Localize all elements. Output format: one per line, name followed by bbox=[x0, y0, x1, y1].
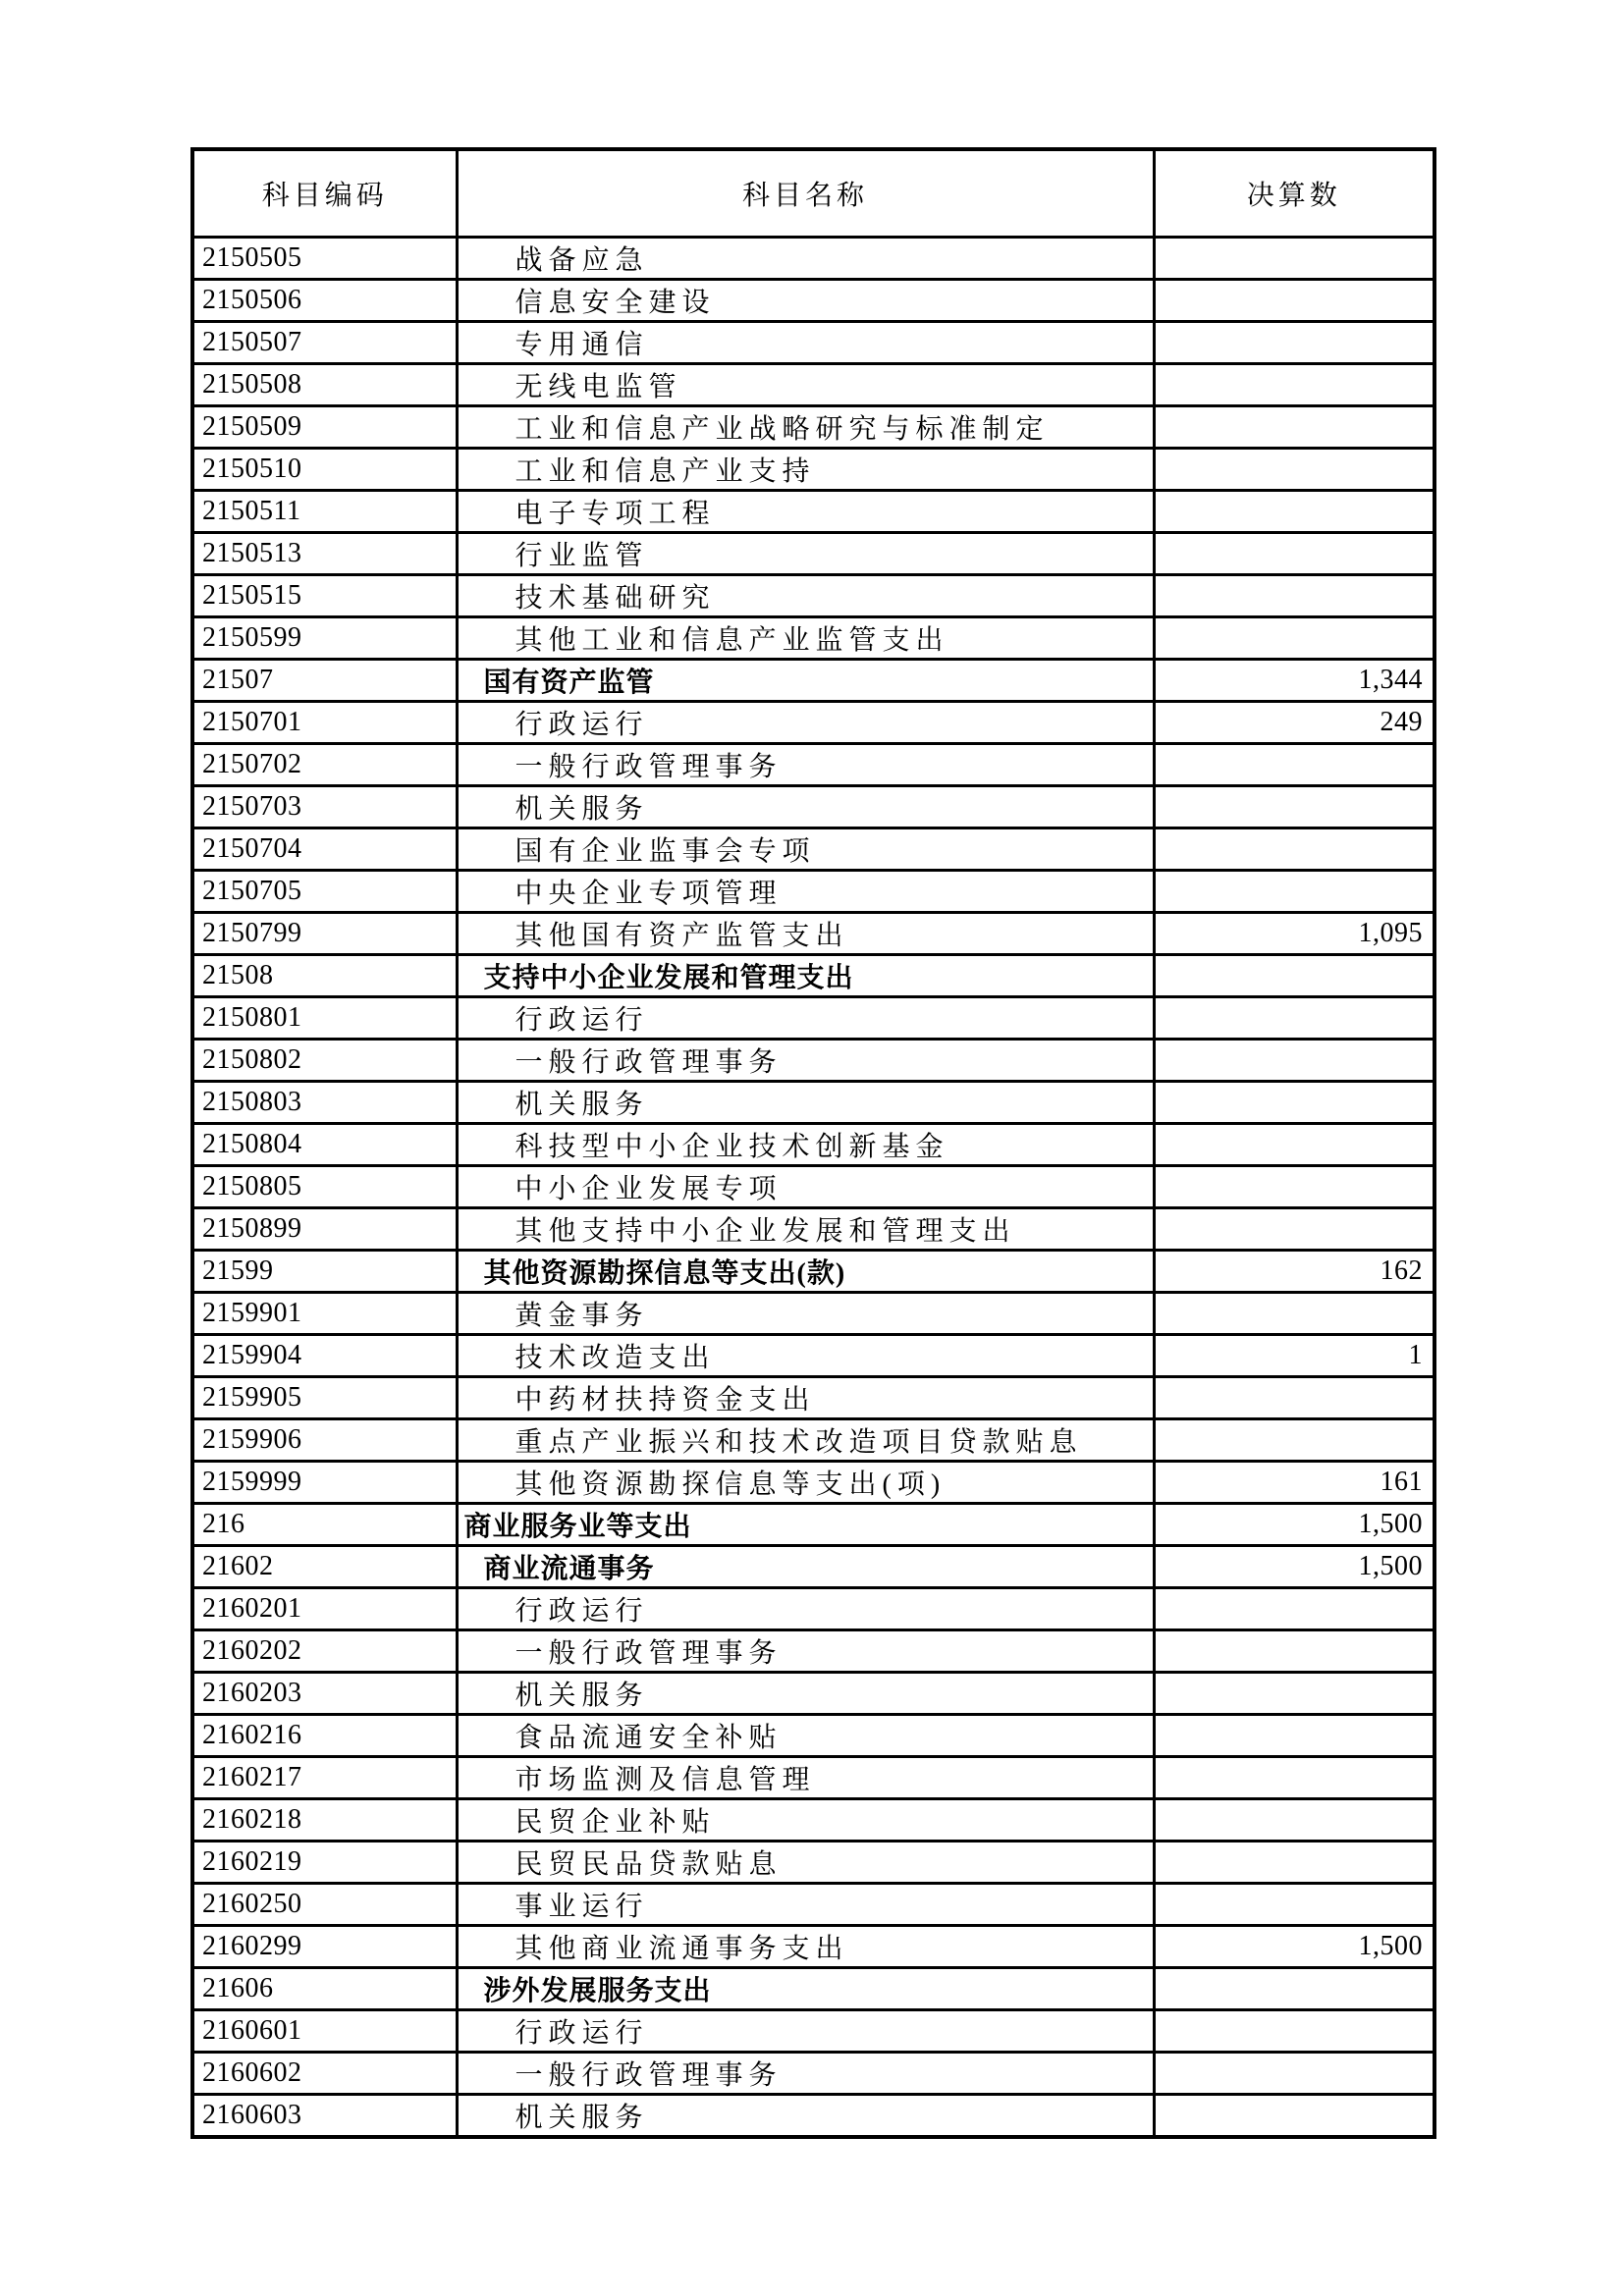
table-row bbox=[192, 701, 1435, 743]
subject-name-cell: 其他商业流通事务支出 bbox=[457, 1925, 1154, 1967]
subject-code-cell: 2160201 bbox=[192, 1587, 457, 1629]
final-amount-cell bbox=[1154, 2094, 1435, 2137]
table-row bbox=[192, 785, 1435, 828]
table-row bbox=[192, 1967, 1435, 2009]
subject-code-cell: 2159901 bbox=[192, 1292, 457, 1334]
subject-name-cell: 工业和信息产业支持 bbox=[457, 448, 1154, 490]
subject-code-cell: 2150506 bbox=[192, 279, 457, 321]
subject-name-cell: 其他工业和信息产业监管支出 bbox=[457, 616, 1154, 659]
table-row bbox=[192, 616, 1435, 659]
final-amount-cell bbox=[1154, 405, 1435, 448]
final-amount-cell bbox=[1154, 828, 1435, 870]
subject-code-cell: 2150803 bbox=[192, 1081, 457, 1123]
table-row bbox=[192, 1250, 1435, 1292]
final-amount-cell bbox=[1154, 616, 1435, 659]
subject-code-cell: 2150799 bbox=[192, 912, 457, 954]
budget-table bbox=[190, 147, 1436, 2139]
final-amount-cell bbox=[1154, 2052, 1435, 2094]
subject-code-cell: 2150702 bbox=[192, 743, 457, 785]
table-row bbox=[192, 2009, 1435, 2052]
table-row bbox=[192, 237, 1435, 279]
subject-name-cell: 无线电监管 bbox=[457, 363, 1154, 405]
final-amount-cell bbox=[1154, 1883, 1435, 1925]
subject-name-cell: 技术基础研究 bbox=[457, 574, 1154, 616]
subject-name-cell: 事业运行 bbox=[457, 1883, 1154, 1925]
final-amount-cell bbox=[1154, 1418, 1435, 1461]
table-row bbox=[192, 954, 1435, 996]
final-amount-cell bbox=[1154, 1841, 1435, 1883]
final-amount-cell bbox=[1154, 237, 1435, 279]
table-row bbox=[192, 1841, 1435, 1883]
column-header-subject-code: 科目编码 bbox=[192, 149, 457, 237]
table-row bbox=[192, 1503, 1435, 1545]
table-row bbox=[192, 1714, 1435, 1756]
table-row bbox=[192, 1672, 1435, 1714]
subject-name-cell: 其他支持中小企业发展和管理支出 bbox=[457, 1207, 1154, 1250]
table-row bbox=[192, 363, 1435, 405]
subject-code-cell: 2160203 bbox=[192, 1672, 457, 1714]
subject-code-cell: 2150701 bbox=[192, 701, 457, 743]
subject-code-cell: 2150505 bbox=[192, 237, 457, 279]
final-amount-cell bbox=[1154, 1714, 1435, 1756]
final-amount-cell: 1,500 bbox=[1154, 1545, 1435, 1587]
table-row bbox=[192, 1418, 1435, 1461]
subject-code-cell: 2150704 bbox=[192, 828, 457, 870]
table-row bbox=[192, 1165, 1435, 1207]
subject-code-cell: 2159999 bbox=[192, 1461, 457, 1503]
final-amount-cell bbox=[1154, 1207, 1435, 1250]
subject-name-cell: 民贸民品贷款贴息 bbox=[457, 1841, 1154, 1883]
final-amount-cell bbox=[1154, 1376, 1435, 1418]
table-row bbox=[192, 448, 1435, 490]
column-header-subject-name: 科目名称 bbox=[457, 149, 1154, 237]
subject-name-cell: 电子专项工程 bbox=[457, 490, 1154, 532]
final-amount-cell bbox=[1154, 321, 1435, 363]
subject-code-cell: 2150801 bbox=[192, 996, 457, 1039]
table-row bbox=[192, 574, 1435, 616]
subject-code-cell: 2150510 bbox=[192, 448, 457, 490]
final-amount-cell bbox=[1154, 785, 1435, 828]
subject-name-cell: 国有企业监事会专项 bbox=[457, 828, 1154, 870]
subject-name-cell: 商业流通事务 bbox=[457, 1545, 1154, 1587]
final-amount-cell bbox=[1154, 1165, 1435, 1207]
table-row bbox=[192, 1925, 1435, 1967]
table-row bbox=[192, 1292, 1435, 1334]
subject-code-cell: 2160216 bbox=[192, 1714, 457, 1756]
subject-name-cell: 机关服务 bbox=[457, 2094, 1154, 2137]
final-amount-cell bbox=[1154, 870, 1435, 912]
final-amount-cell bbox=[1154, 1672, 1435, 1714]
table-row bbox=[192, 743, 1435, 785]
subject-name-cell: 商业服务业等支出 bbox=[457, 1503, 1154, 1545]
table-row bbox=[192, 2094, 1435, 2137]
final-amount-cell: 1,344 bbox=[1154, 659, 1435, 701]
subject-name-cell: 重点产业振兴和技术改造项目贷款贴息 bbox=[457, 1418, 1154, 1461]
table-row bbox=[192, 996, 1435, 1039]
final-amount-cell bbox=[1154, 1292, 1435, 1334]
subject-name-cell: 涉外发展服务支出 bbox=[457, 1967, 1154, 2009]
table-row bbox=[192, 490, 1435, 532]
subject-code-cell: 21508 bbox=[192, 954, 457, 996]
table-row bbox=[192, 1461, 1435, 1503]
subject-code-cell: 2150899 bbox=[192, 1207, 457, 1250]
table-row bbox=[192, 912, 1435, 954]
subject-name-cell: 战备应急 bbox=[457, 237, 1154, 279]
subject-code-cell: 2150805 bbox=[192, 1165, 457, 1207]
subject-code-cell: 2150508 bbox=[192, 363, 457, 405]
subject-code-cell: 2160603 bbox=[192, 2094, 457, 2137]
subject-name-cell: 国有资产监管 bbox=[457, 659, 1154, 701]
table-row bbox=[192, 1123, 1435, 1165]
subject-name-cell: 民贸企业补贴 bbox=[457, 1798, 1154, 1841]
table-row bbox=[192, 1756, 1435, 1798]
final-amount-cell bbox=[1154, 1798, 1435, 1841]
table-row bbox=[192, 1081, 1435, 1123]
subject-name-cell: 机关服务 bbox=[457, 1672, 1154, 1714]
subject-code-cell: 2150511 bbox=[192, 490, 457, 532]
final-amount-cell bbox=[1154, 1756, 1435, 1798]
table-row bbox=[192, 659, 1435, 701]
subject-code-cell: 2160250 bbox=[192, 1883, 457, 1925]
final-amount-cell: 249 bbox=[1154, 701, 1435, 743]
subject-code-cell: 21507 bbox=[192, 659, 457, 701]
table-row bbox=[192, 1207, 1435, 1250]
subject-code-cell: 2160202 bbox=[192, 1629, 457, 1672]
subject-code-cell: 2159904 bbox=[192, 1334, 457, 1376]
subject-code-cell: 2150599 bbox=[192, 616, 457, 659]
subject-code-cell: 2150507 bbox=[192, 321, 457, 363]
final-amount-cell: 1 bbox=[1154, 1334, 1435, 1376]
subject-name-cell: 机关服务 bbox=[457, 785, 1154, 828]
subject-code-cell: 2150509 bbox=[192, 405, 457, 448]
subject-code-cell: 216 bbox=[192, 1503, 457, 1545]
table-row bbox=[192, 1376, 1435, 1418]
table-row bbox=[192, 2052, 1435, 2094]
subject-name-cell: 中小企业发展专项 bbox=[457, 1165, 1154, 1207]
table-row bbox=[192, 1629, 1435, 1672]
subject-name-cell: 机关服务 bbox=[457, 1081, 1154, 1123]
subject-name-cell: 技术改造支出 bbox=[457, 1334, 1154, 1376]
subject-code-cell: 2160601 bbox=[192, 2009, 457, 2052]
final-amount-cell bbox=[1154, 363, 1435, 405]
final-amount-cell bbox=[1154, 2009, 1435, 2052]
subject-name-cell: 行政运行 bbox=[457, 701, 1154, 743]
final-amount-cell: 1,500 bbox=[1154, 1503, 1435, 1545]
subject-code-cell: 2159905 bbox=[192, 1376, 457, 1418]
subject-name-cell: 其他国有资产监管支出 bbox=[457, 912, 1154, 954]
table-row bbox=[192, 532, 1435, 574]
subject-code-cell: 2150804 bbox=[192, 1123, 457, 1165]
final-amount-cell: 162 bbox=[1154, 1250, 1435, 1292]
subject-code-cell: 2160217 bbox=[192, 1756, 457, 1798]
table-row bbox=[192, 1334, 1435, 1376]
subject-code-cell: 2150703 bbox=[192, 785, 457, 828]
subject-code-cell: 21599 bbox=[192, 1250, 457, 1292]
subject-name-cell: 一般行政管理事务 bbox=[457, 1629, 1154, 1672]
subject-code-cell: 2150705 bbox=[192, 870, 457, 912]
final-amount-cell bbox=[1154, 1123, 1435, 1165]
subject-code-cell: 2160219 bbox=[192, 1841, 457, 1883]
subject-name-cell: 一般行政管理事务 bbox=[457, 1039, 1154, 1081]
final-amount-cell: 161 bbox=[1154, 1461, 1435, 1503]
subject-name-cell: 行政运行 bbox=[457, 996, 1154, 1039]
subject-name-cell: 市场监测及信息管理 bbox=[457, 1756, 1154, 1798]
final-amount-cell bbox=[1154, 996, 1435, 1039]
subject-code-cell: 2160602 bbox=[192, 2052, 457, 2094]
final-amount-cell bbox=[1154, 954, 1435, 996]
subject-name-cell: 其他资源勘探信息等支出(项) bbox=[457, 1461, 1154, 1503]
final-amount-cell: 1,095 bbox=[1154, 912, 1435, 954]
table-row bbox=[192, 1798, 1435, 1841]
subject-code-cell: 2160299 bbox=[192, 1925, 457, 1967]
subject-name-cell: 行业监管 bbox=[457, 532, 1154, 574]
table-row bbox=[192, 1545, 1435, 1587]
subject-name-cell: 工业和信息产业战略研究与标准制定 bbox=[457, 405, 1154, 448]
subject-name-cell: 一般行政管理事务 bbox=[457, 2052, 1154, 2094]
final-amount-cell bbox=[1154, 1629, 1435, 1672]
subject-code-cell: 21606 bbox=[192, 1967, 457, 2009]
subject-name-cell: 行政运行 bbox=[457, 1587, 1154, 1629]
subject-code-cell: 2160218 bbox=[192, 1798, 457, 1841]
final-amount-cell bbox=[1154, 490, 1435, 532]
subject-name-cell: 科技型中小企业技术创新基金 bbox=[457, 1123, 1154, 1165]
subject-name-cell: 信息安全建设 bbox=[457, 279, 1154, 321]
subject-name-cell: 中央企业专项管理 bbox=[457, 870, 1154, 912]
final-amount-cell bbox=[1154, 1081, 1435, 1123]
subject-name-cell: 黄金事务 bbox=[457, 1292, 1154, 1334]
table-row bbox=[192, 1883, 1435, 1925]
subject-code-cell: 2150515 bbox=[192, 574, 457, 616]
table-row bbox=[192, 279, 1435, 321]
final-amount-cell: 1,500 bbox=[1154, 1925, 1435, 1967]
table-row bbox=[192, 828, 1435, 870]
subject-name-cell: 一般行政管理事务 bbox=[457, 743, 1154, 785]
final-amount-cell bbox=[1154, 1039, 1435, 1081]
column-header-final-amount: 决算数 bbox=[1154, 149, 1435, 237]
header-row bbox=[192, 149, 1435, 237]
subject-code-cell: 21602 bbox=[192, 1545, 457, 1587]
subject-name-cell: 中药材扶持资金支出 bbox=[457, 1376, 1154, 1418]
table-row bbox=[192, 870, 1435, 912]
final-amount-cell bbox=[1154, 574, 1435, 616]
subject-name-cell: 支持中小企业发展和管理支出 bbox=[457, 954, 1154, 996]
subject-name-cell: 食品流通安全补贴 bbox=[457, 1714, 1154, 1756]
final-amount-cell bbox=[1154, 279, 1435, 321]
table-row bbox=[192, 1039, 1435, 1081]
final-amount-cell bbox=[1154, 1967, 1435, 2009]
subject-code-cell: 2159906 bbox=[192, 1418, 457, 1461]
table-row bbox=[192, 405, 1435, 448]
subject-code-cell: 2150513 bbox=[192, 532, 457, 574]
final-amount-cell bbox=[1154, 532, 1435, 574]
table-body bbox=[192, 237, 1435, 2137]
subject-name-cell: 其他资源勘探信息等支出(款) bbox=[457, 1250, 1154, 1292]
table-row bbox=[192, 1587, 1435, 1629]
final-amount-cell bbox=[1154, 743, 1435, 785]
final-amount-cell bbox=[1154, 448, 1435, 490]
table-row bbox=[192, 321, 1435, 363]
subject-name-cell: 专用通信 bbox=[457, 321, 1154, 363]
final-amount-cell bbox=[1154, 1587, 1435, 1629]
subject-name-cell: 行政运行 bbox=[457, 2009, 1154, 2052]
subject-code-cell: 2150802 bbox=[192, 1039, 457, 1081]
